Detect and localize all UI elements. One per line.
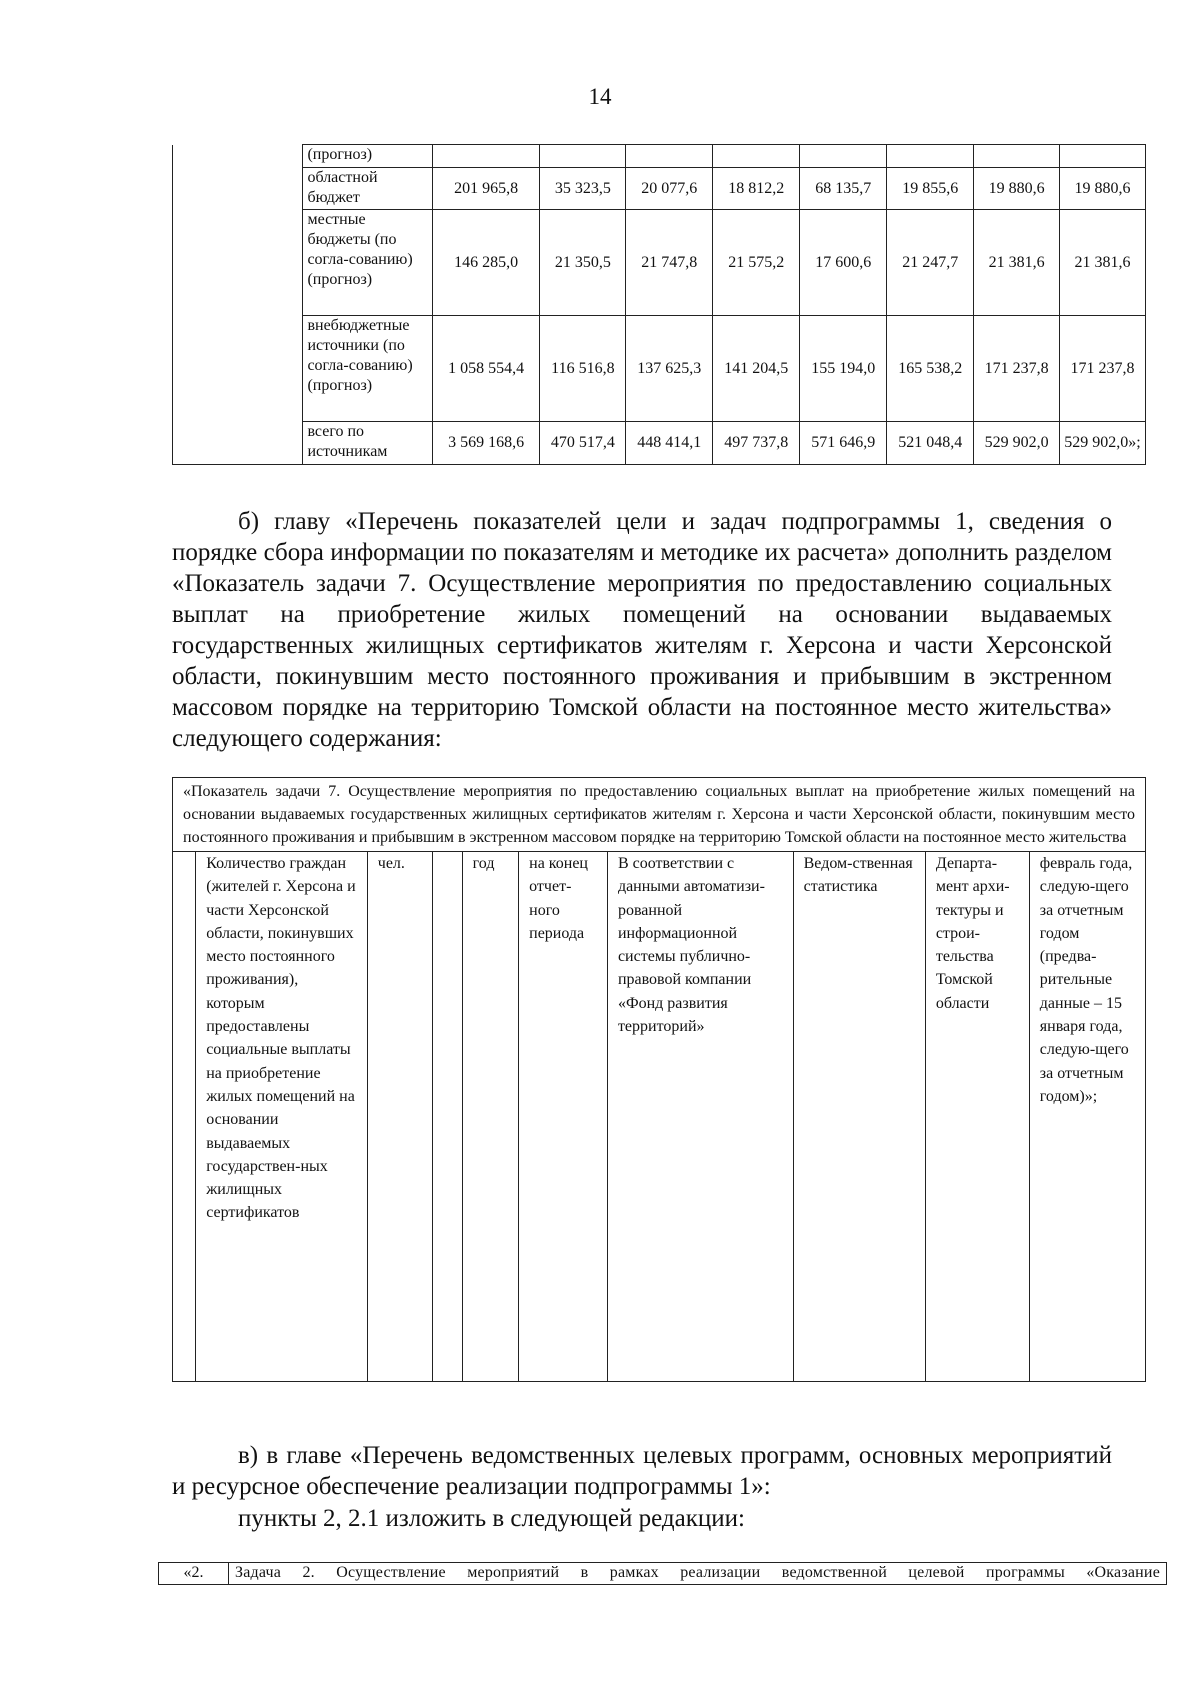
indicator-name: Количество граждан (жителей г. Херсона и части Херсонской области, покинувших место постоянного проживания), которым предоставлены социальные выплаты на приобретение жилых помещений на основании выдаваемых государствен-ных жилищных сертификатов [196,852,368,1382]
value-cell: 1 058 554,4 [432,316,540,422]
empty-cell [433,852,462,1382]
row-number: «2. [159,1563,229,1585]
value-cell [974,145,1060,168]
value-cell: 141 204,5 [713,316,800,422]
indicator-header: «Показатель задачи 7. Осуществление мероприятия по предоставлению социальных выплат на приобретение жилых помещений на основании выдаваемых государственных жилищных сертификатов жителям г. Херсона и части Херсонской области, покинувшим место постоянного проживания и прибывшим в экстренном массовом порядке на территорию Томской области на постоянное место жительства [173,778,1146,852]
table-row [173,210,1146,316]
paragraph-b-text: б) главу «Перечень показателей цели и задач подпрограммы 1, сведения о порядке сбора информации по показателям и методике их расчета» дополнить разделом «Показатель задачи 7. Осуществление мероприятия по предоставлению социальных выплат на приобретение жилых помещений на основании выдаваемых государственных жилищных сертификатов жителям г. Херсона и части Херсонской области, покинувшим место постоянного проживания и прибывшим в экстренном массовом порядке на территорию Томской области на постоянное место жительства» следующего содержания: [172,508,1112,752]
time-basis-cell: на конец отчет-ного периода [519,852,608,1382]
value-cell: 137 625,3 [626,316,713,422]
page-number: 14 [588,84,612,109]
source-label: всего по источникам [303,422,432,465]
paragraph-v-text: в) в главе «Перечень ведомственных целевых программ, основных мероприятий и ресурсное обеспечение реализации подпрограммы 1»: [172,1442,1112,1500]
value-cell: 19 880,6 [1060,168,1146,210]
value-cell [887,145,974,168]
task-text: Задача 2. Осуществление мероприятий в рамках реализации ведомственной целевой программы «Оказание [229,1563,1167,1585]
value-cell: 497 737,8 [713,422,800,465]
value-cell: 19 880,6 [974,168,1060,210]
value-cell: 21 350,5 [540,210,626,316]
source-label: областной бюджет [303,168,432,210]
value-cell [432,145,540,168]
source-label: (прогноз) [303,145,432,168]
value-cell: 17 600,6 [800,210,887,316]
value-cell: 521 048,4 [887,422,974,465]
paragraph-v [172,1440,1112,1502]
value-cell: 171 237,8 [1060,316,1146,422]
table-row [159,1563,1167,1585]
value-cell: 21 747,8 [626,210,713,316]
table-row [173,316,1146,422]
source-label: внебюджетные источники (по согла-сованию) (прогноз) [303,316,432,422]
deadline-cell: февраль года, следую-щего за отчетным годом (предва-рительные данные – 15 января года, следую-щего за отчетным годом)»; [1029,852,1145,1382]
table-row [173,145,1146,168]
value-cell: 18 812,2 [713,168,800,210]
value-cell: 171 237,8 [974,316,1060,422]
paragraph-b [172,506,1112,754]
value-cell [800,145,887,168]
value-cell: 35 323,5 [540,168,626,210]
value-cell: 21 381,6 [974,210,1060,316]
value-cell: 19 855,6 [887,168,974,210]
empty-cell [173,145,303,465]
paragraph-points [172,1503,1112,1534]
value-cell: 201 965,8 [432,168,540,210]
paragraph-points-text: пункты 2, 2.1 изложить в следующей редакции: [238,1505,745,1532]
value-cell: 529 902,0»; [1060,422,1146,465]
value-cell: 448 414,1 [626,422,713,465]
table-row [173,852,1146,1382]
value-cell: 146 285,0 [432,210,540,316]
table-row [173,168,1146,210]
value-cell: 20 077,6 [626,168,713,210]
unit-cell: чел. [367,852,433,1382]
value-cell: 21 575,2 [713,210,800,316]
indicator-table [172,777,1146,1382]
value-cell: 21 247,7 [887,210,974,316]
table-row [173,422,1146,465]
value-cell: 165 538,2 [887,316,974,422]
table-header-row [173,778,1146,852]
value-cell [626,145,713,168]
source-cell: Ведом-ственная статистика [793,852,925,1382]
program-table [158,1562,1167,1585]
value-cell: 155 194,0 [800,316,887,422]
empty-cell [173,852,196,1382]
value-cell: 116 516,8 [540,316,626,422]
value-cell: 529 902,0 [974,422,1060,465]
financing-table [172,144,1146,465]
source-label: местные бюджеты (по согла-сованию) (прогноз) [303,210,432,316]
value-cell: 470 517,4 [540,422,626,465]
value-cell: 21 381,6 [1060,210,1146,316]
value-cell: 68 135,7 [800,168,887,210]
value-cell [540,145,626,168]
value-cell: 571 646,9 [800,422,887,465]
value-cell [1060,145,1146,168]
method-cell: В соответствии с данными автоматизи-рованной информационной системы публично-правовой компании «Фонд развития территорий» [607,852,793,1382]
responsible-cell: Департа-мент архи-тектуры и строи-тельства Томской области [925,852,1029,1382]
value-cell: 3 569 168,6 [432,422,540,465]
value-cell [713,145,800,168]
periodicity-cell: год [462,852,519,1382]
